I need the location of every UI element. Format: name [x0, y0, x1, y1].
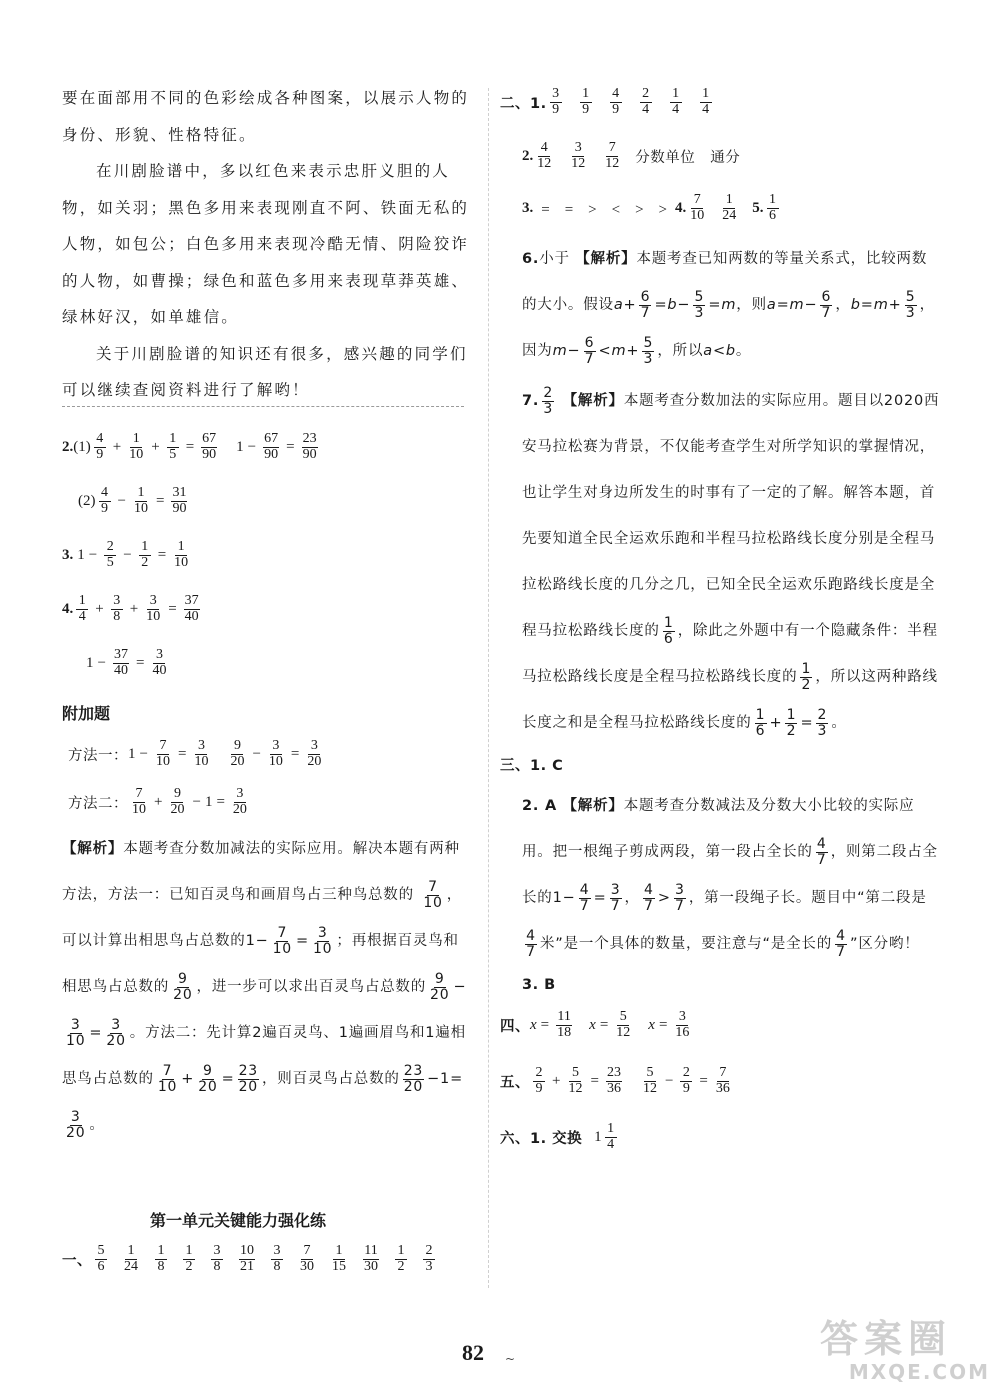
- section-2-q6: 6.小于 【解析】本题考查已知两数的等量关系式，比较两数的大小。假设a+ $\frac{6}{7}$ =b− $\frac{5}{3}$ =m，则a=m− $\frac{6}{7}$ ，b=m+ $\frac{5}{3}$ ，因为m− $\frac{6}{7}$ <m+ $\frac{5}{3}$ ，所以a<b。: [522, 251, 935, 367]
- left-column: [62, 80, 472, 409]
- analysis-text: ，则: [736, 297, 767, 313]
- question-number: 2. A: [522, 798, 558, 814]
- fraction: $\frac{4}{9}$: [94, 432, 106, 462]
- page-number: 82: [462, 1340, 484, 1365]
- analysis-text: ，所以这两种路线长度之和是全程马拉松路线长度的: [522, 669, 938, 731]
- question-number: 7.: [522, 393, 540, 409]
- fraction: $\frac{1}{5}$: [167, 432, 179, 462]
- analysis-text: ”区分哟！: [850, 936, 920, 952]
- analysis-text: ，除此之外题中有一个隐藏条件：半程马拉松路线长度是全程马拉松路线长度的: [522, 623, 938, 685]
- section-5: 五、 $\frac{2}{9}$ + $\frac{5}{12}$ = $\frac{23}{36}$ $\frac{5}{12}$ − $\frac{2}{9}$ = $\frac{7}{36}$: [500, 1064, 730, 1096]
- fraction: $\frac{23}{90}$: [302, 430, 317, 462]
- question-number: 一、: [62, 1252, 92, 1269]
- bonus-analysis: 【解析】本题考查分数加减法的实际应用。解决本题有两种方法，方法一：已知百灵鸟和画眉鸟占三种鸟总数的 $\frac{7}{10}$ ，可以计算出相思鸟占总数的1− $\frac{7}{10}$ = $\frac{3}{10}$ ；再根据百灵鸟和相思鸟占总数的 $\frac{9}{20}$ ，进一步可以求出百灵鸟占总数的 $\frac{9}{20}$ − $\frac{3}{10}$ = $\frac{3}{20}$ 。方法二：先计算2遍百灵鸟、1遍画眉鸟和1遍相思鸟占总数的 $\frac{7}{10}$ + $\frac{9}{20}$ = $\frac{23}{20}$ ，则百灵鸟占总数的 $\frac{23}{20}$ −1= $\frac{3}{20}$ 。: [62, 841, 467, 1141]
- analysis-text: 本题考查分数加减法的实际应用。解决本题有两种方法，方法一：已知百灵鸟和画眉鸟占三种鸟总数的: [62, 841, 460, 903]
- answer-4-b: 1 − $\frac{37}{40}$ = $\frac{3}{40}$: [86, 646, 167, 678]
- section-4: 四、 x = $\frac{11}{18}$ x = $\frac{5}{12}$ x = $\frac{3}{16}$: [500, 1008, 690, 1040]
- analysis-text: ，因为: [522, 297, 935, 359]
- watermark-logo: [820, 1318, 990, 1392]
- question-number: 五、: [500, 1074, 530, 1091]
- reading-paragraph-1: 要在面部用不同的色彩绘成各种图案，以展示人物的身份、形貌、性格特征。: [62, 89, 470, 144]
- reading-paragraph-3: 关于川剧脸谱的知识还有很多，感兴趣的同学们可以继续查阅资料进行了解哟！: [62, 344, 468, 399]
- method-label: 方法二：: [68, 795, 128, 812]
- section-2-q7: 7. $\frac{2}{3}$ 【解析】本题考查分数加法的实际应用。题目以2020西安马拉松赛为背景，不仅能考查学生对所学知识的掌握情况，也让学生对身边所发生的时事有了一定的了解。解答本题，首先要知道全民全运欢乐跑和半程马拉松路线长度分别是全程马拉松路线长度的几分之几，已知全民全运欢乐跑路线长度是全程马拉松路线长度的 $\frac{1}{6}$ ，除此之外题中有一个隐藏条件：半程马拉松路线长度是全程马拉松路线长度的 $\frac{1}{2}$ ，所以这两种路线长度之和是全程马拉松路线长度的 $\frac{1}{6}$ + $\frac{1}{2}$ = $\frac{2}{3}$ 。: [522, 384, 940, 739]
- section-3-q1: 三、1. C: [500, 758, 564, 774]
- analysis-text: ，则百灵鸟占总数的: [261, 1071, 400, 1087]
- question-number: 六、1. 交换: [500, 1130, 583, 1147]
- section-2-q3-5: 3. = = > < > > 4. $\frac{7}{10}$ $\frac{1}{24}$ 5. $\frac{1}{6}$: [500, 186, 940, 230]
- unit-title: 第一单元关键能力强化练: [150, 1211, 327, 1230]
- sub-label: (2): [78, 492, 96, 509]
- analysis-text: 本题考查分数加法的实际应用。题目以2020西安马拉松赛为背景，不仅能考查学生对所学知识的掌握情况，也让学生对身边所发生的时事有了一定的了解。解答本题，首先要知道全民全运欢乐跑和半程马拉松路线长度分别是全程马拉松路线长度的几分之几，已知全民全运欢乐跑路线长度是全程马拉松路线长度的: [522, 393, 940, 639]
- analysis-text: 。方法二：先计算2遍百灵鸟、1遍画眉鸟和1遍相思鸟占总数的: [62, 1025, 466, 1087]
- section-2-q1: 二、1. $\frac{3}{9}$ $\frac{1}{9}$ $\frac{4}{9}$ $\frac{2}{4}$ $\frac{1}{4}$ $\frac{1}{4}$: [500, 80, 940, 124]
- analysis-text: ，可以计算出相思鸟占总数的: [62, 887, 463, 949]
- left-answers: [62, 425, 472, 1148]
- answer-text: 小于: [539, 251, 570, 267]
- reading-passage: [62, 80, 472, 409]
- bonus-title: 附加题: [62, 704, 111, 723]
- analysis-tag: 【解析】: [62, 841, 124, 857]
- fraction: $\frac{67}{90}$: [264, 430, 279, 462]
- section-3-q3: 3. B: [522, 977, 556, 993]
- unit-answers-1: 一、 $\frac{5}{6}$ $\frac{1}{24}$ $\frac{1}{8}$ $\frac{1}{2}$ $\frac{3}{8}$ $\frac{10}{21}$ $\frac{3}{8}$ $\frac{7}{30}$ $\frac{1}{15}$ $\frac{11}{30}$ $\frac{1}{2}$ $\frac{2}{3}$: [62, 1244, 438, 1274]
- fraction: $\frac{4}{9}$: [99, 486, 111, 516]
- analysis-tag: 【解析】: [575, 251, 637, 267]
- answer-4: 4. $\frac{1}{4}$ + $\frac{3}{8}$ + $\frac{3}{10}$ = $\frac{37}{40}$: [62, 592, 199, 624]
- analysis-text: ，所以: [657, 343, 704, 359]
- analysis-text: ，第一段绳子长。题目中“第二段是: [688, 890, 927, 906]
- analysis-text: ，进一步可以求出百灵鸟占总数的: [196, 979, 427, 995]
- fraction: $\frac{67}{90}$: [202, 430, 217, 462]
- question-number: 二、1.: [500, 95, 547, 112]
- question-number: 2.: [62, 438, 74, 455]
- column-divider: [488, 88, 489, 1288]
- method-1: 方法一： 1 − $\frac{7}{10}$ = $\frac{3}{10}$ $\frac{9}{20}$ − $\frac{3}{10}$ = $\frac{3}{20}$: [68, 737, 322, 769]
- section-rule: [62, 406, 464, 407]
- analysis-text: 。: [89, 1117, 105, 1133]
- reading-paragraph-2: 在川剧脸谱中，多以红色来表示忠肝义胆的人物，如关羽；黑色多用来表现刚直不阿、铁面无私的人物，如包公；白色多用来表现冷酷无情、阴险狡诈的人物，如曹操；绿色和蓝色多用来表现草莽英雄、绿林好汉，如单雄信。: [62, 162, 470, 326]
- analysis-tag: 【解析】: [562, 798, 624, 814]
- question-number: 3.: [62, 546, 74, 563]
- method-label: 方法一：: [68, 747, 128, 764]
- question-number: 5.: [752, 199, 764, 216]
- watermark-url: MXQE.COM: [848, 1360, 990, 1384]
- right-column: [500, 80, 940, 1159]
- fraction: $\frac{1}{10}$: [129, 430, 144, 462]
- method-2: 方法二： $\frac{7}{10}$ + $\frac{9}{20}$ − 1 = $\frac{3}{20}$: [68, 785, 247, 817]
- question-number: 3.: [522, 199, 534, 216]
- answer-2-2: (2) $\frac{4}{9}$ − $\frac{1}{10}$ = $\frac{31}{90}$: [78, 484, 187, 516]
- question-number: 4.: [675, 199, 687, 216]
- answer-3: 3. 1 − $\frac{2}{5}$ − $\frac{1}{2}$ = $\frac{1}{10}$: [62, 538, 189, 570]
- analysis-text: ，则第二段占全长的: [522, 844, 938, 906]
- watermark-text: 答案圈: [820, 1317, 953, 1361]
- analysis-text: 米”是一个具体的数量，要注意与“是全长的: [540, 936, 833, 952]
- analysis-text: ；再根据百灵鸟和相思鸟占总数的: [62, 933, 459, 995]
- answer-text: 分数单位 通分: [635, 149, 741, 166]
- section-6: 六、1. 交换 1 $\frac{1}{4}$: [500, 1115, 940, 1159]
- analysis-tag: 【解析】: [562, 393, 624, 409]
- analysis-text: 本题考查分数减法及分数大小比较的实际应用。把一根绳子剪成两段，第一段占全长的: [522, 798, 915, 860]
- question-number: 4.: [62, 600, 74, 617]
- question-number: 四、: [500, 1018, 530, 1035]
- fraction: $\frac{31}{90}$: [172, 484, 187, 516]
- sub-label: (1): [73, 438, 91, 455]
- analysis-text: 本题考查已知两数的等量关系式，比较两数的大小。假设: [522, 251, 928, 313]
- section-2-q2: 2. $\frac{4}{12}$ $\frac{3}{12}$ $\frac{7}{12}$ 分数单位 通分: [522, 139, 741, 171]
- page-ornament: ~: [505, 1352, 516, 1366]
- question-number: 6.: [522, 251, 540, 267]
- answer-signs: = = > < > >: [541, 201, 668, 218]
- question-number: 2.: [522, 147, 534, 164]
- fraction: $\frac{1}{10}$: [133, 484, 148, 516]
- answer-2-1: 2. (1) $\frac{4}{9}$ + $\frac{1}{10}$ + $\frac{1}{5}$ = $\frac{67}{90}$ 1 − $\frac{67}{90}$ = $\frac{23}{90}$: [62, 430, 317, 462]
- section-3-q2: 2. A 【解析】本题考查分数减法及分数大小比较的实际应用。把一根绳子剪成两段，第一段占全长的 $\frac{4}{7}$ ，则第二段占全长的1− $\frac{4}{7}$ = $\frac{3}{7}$ ， $\frac{4}{7}$ > $\frac{3}{7}$ ，第一段绳子长。题目中“第二段是 $\frac{4}{7}$ 米”是一个具体的数量，要注意与“是全长的 $\frac{4}{7}$ ”区分哟！: [522, 798, 938, 960]
